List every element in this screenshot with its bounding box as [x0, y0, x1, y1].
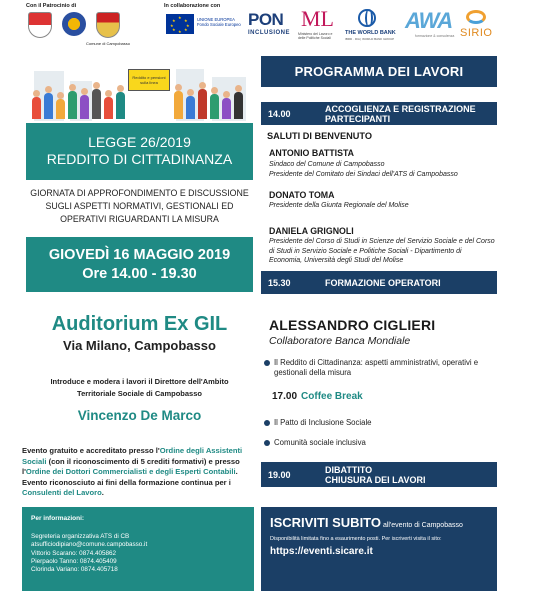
slot-closing — [261, 462, 497, 487]
info-line: Pierpaolo Tanno: 0874.405409 — [31, 557, 117, 565]
worldbank-sub-label: IBRD · IDA | WORLD BANK GROUP — [345, 37, 395, 41]
speaker-role-line: Sindaco del Comune di Campobasso — [269, 161, 385, 168]
signup-url-link[interactable]: https://eventi.sicare.it — [270, 546, 373, 557]
date-box — [26, 237, 253, 292]
slot-label: FORMAZIONE OPERATORI — [325, 278, 441, 288]
intro-text — [26, 376, 253, 400]
info-line: Segreteria organizzativa ATS di CB — [31, 533, 130, 540]
credits-part: (con il riconoscimento di 5 crediti formativi) e presso l' — [22, 456, 240, 476]
topic-line: Il Patto di Inclusione Sociale — [274, 418, 372, 427]
info-line: Clorinda Variano: 0874.405718 — [31, 566, 118, 574]
credits-part: . Evento riconosciuto ai fini della formazione continua per i — [22, 467, 238, 487]
sirio-mark-icon — [466, 10, 486, 24]
venue-name: Auditorium Ex GIL — [51, 313, 228, 335]
ordine-commercialisti-link[interactable]: Ordine dei Dottori Commercialisti e degli Esperti Contabili — [25, 467, 236, 476]
speaker-name: DONATO TOMA — [269, 190, 335, 200]
speaker-role-line: Presidente del Comitato dei Sindaci dell'ATS di Campobasso — [269, 170, 458, 178]
description-line: OPERATIVI RIGUARDANTI LA MISURA — [60, 214, 219, 224]
moderator-name: Vincenzo De Marco — [77, 408, 202, 423]
program-title: PROGRAMMA DEI LAVORI — [261, 56, 497, 87]
slot-label-line: PARTECIPANTI — [325, 114, 391, 124]
ats-crest-icon — [62, 12, 86, 36]
event-title: REDDITO DI CITTADINANZA — [46, 151, 233, 167]
signup-box — [261, 507, 497, 591]
crowd-illustration — [26, 55, 253, 121]
bullet-icon — [264, 360, 270, 366]
slot-time: 19.00 — [268, 470, 291, 480]
molise-region-crest-icon — [28, 12, 52, 38]
slot-time: 15.30 — [268, 278, 291, 288]
speaker-role-line: Economia, Università degli Studi del Molise — [269, 257, 404, 264]
speaker-role-line: Presidente della Giunta Regionale del Molise — [269, 202, 409, 209]
collaboration-label: In collaborazione con — [164, 3, 221, 9]
bullet-icon — [264, 420, 270, 426]
slot-training — [261, 271, 497, 294]
consulenti-lavoro-link[interactable]: Consulenti del Lavoro — [22, 488, 102, 497]
speaker-name: ANTONIO BATTISTA — [269, 148, 355, 158]
pon-logo-text: PON — [248, 10, 284, 29]
title-box — [26, 123, 253, 180]
ml-sub-label: Ministero del Lavoro e delle Politiche Sociali — [298, 32, 333, 40]
header-logos — [0, 0, 536, 48]
topic-line: Comunità sociale inclusiva — [274, 438, 366, 447]
info-heading: Per informazioni: — [31, 515, 85, 522]
coffee-label: Coffee Break — [301, 391, 363, 402]
venue-address: Via Milano, Campobasso — [63, 338, 216, 353]
topic-line: Il Reddito di Cittadinanza: aspetti amministrativi, operativi e — [274, 358, 479, 367]
speaker-role — [269, 237, 497, 266]
law-line: LEGGE 26/2019 — [88, 134, 191, 150]
credits-part: . — [101, 488, 104, 497]
eu-label: UNIONE EUROPEA Fondo Sociale Europeo — [197, 17, 241, 27]
event-date: GIOVEDÌ 16 MAGGIO 2019 — [48, 247, 231, 263]
slot-label — [325, 104, 476, 124]
signup-availability: Disponibilità limitata fino a esaurimento posti. Per iscriverti visita il sito: — [270, 536, 442, 542]
slot-registration — [261, 102, 497, 125]
topic-item — [262, 438, 498, 448]
topic-line: gestionali della misura — [274, 368, 352, 377]
slot-label — [325, 465, 426, 485]
trainer-role: Collaboratore Banca Mondiale — [269, 335, 411, 347]
event-time: Ore 14.00 - 19.30 — [82, 266, 197, 282]
intro-line: Introduce e modera i lavori il Direttore dell'Ambito — [50, 377, 229, 386]
signup-heading-main: ISCRIVITI SUBITO — [270, 515, 381, 530]
pon-logo — [248, 10, 283, 30]
event-description — [26, 187, 253, 226]
info-email[interactable]: atsufficiodipiano@comune.campobasso.it — [31, 541, 148, 549]
speaker-role — [269, 201, 497, 211]
topic-item — [262, 358, 498, 378]
worldbank-globe-icon — [358, 9, 376, 27]
awa-logo: AWA — [405, 8, 453, 33]
ordine-assistenti-link[interactable]: Ordine degli Assistenti Sociali — [22, 446, 243, 466]
description-line: SUGLI ASPETTI NORMATIVI, GESTIONALI ED — [45, 201, 234, 211]
speaker-role — [269, 160, 497, 179]
credits-text — [22, 446, 254, 499]
coffee-time: 17.00 — [272, 391, 298, 402]
speaker-role-line: di Studi in Servizio Sociale e Politiche Sociali - Dipartimento di — [269, 247, 462, 255]
signup-heading-suffix: all'evento di Campobasso — [381, 522, 463, 529]
pon-sub-label: INCLUSIONE — [248, 30, 291, 36]
ml-logo: ML — [301, 6, 334, 31]
speaker-name: DANIELA GRIGNOLI — [269, 226, 354, 236]
worldbank-logo: THE WORLD BANK — [345, 30, 396, 36]
description-line: GIORNATA DI APPROFONDIMENTO E DISCUSSIONE — [30, 188, 249, 198]
slot-label-line: ACCOGLIENZA E REGISTRAZIONE — [325, 104, 476, 114]
patronage-label: Con il Patrocinio di — [26, 3, 77, 9]
signup-heading — [270, 515, 497, 530]
slot-label-line: CHIUSURA DEI LAVORI — [325, 475, 426, 485]
awa-sub-label: formazione & consulenza — [415, 34, 455, 38]
trainer-name: ALESSANDRO CIGLIERI — [269, 317, 436, 333]
info-box — [22, 507, 254, 591]
campobasso-crest-icon — [96, 12, 120, 38]
speaker-role-line: Presidente del Corso di Studi in Scienze del Servizio Sociale e del Corso — [269, 238, 495, 245]
intro-line: Territoriale Sociale di Campobasso — [77, 389, 202, 398]
slot-time: 14.00 — [268, 109, 291, 119]
comune-caption: Comune di Campobasso — [85, 41, 131, 46]
protest-banner: Reddito e pensioni sulla linea — [128, 69, 170, 91]
sirio-logo: SIRIO — [460, 27, 493, 39]
topic-item — [262, 418, 498, 428]
slot-label-line: DIBATTITO — [325, 465, 373, 475]
credits-part: Evento gratuito e accreditato presso l' — [22, 446, 160, 455]
eu-flag-icon: ★ ★ ★ ★ ★ ★ ★ ★ — [166, 14, 194, 34]
bullet-icon — [264, 440, 270, 446]
welcome-heading: SALUTI DI BENVENUTO — [267, 131, 372, 141]
coffee-break — [272, 391, 363, 402]
info-line: Vittorio Scarano: 0874.405862 — [31, 549, 116, 557]
